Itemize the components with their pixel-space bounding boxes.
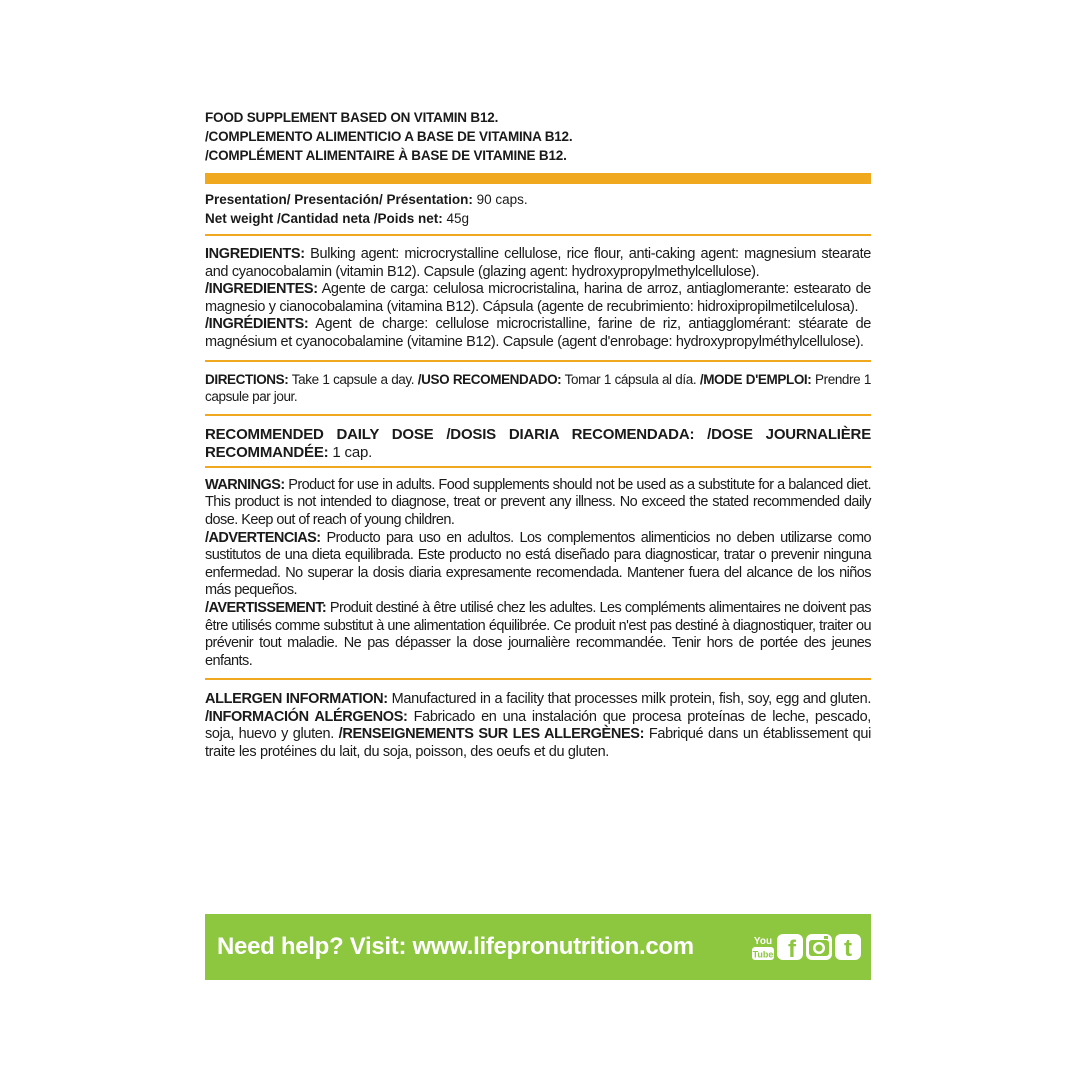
net-weight-value: 45g (442, 211, 470, 226)
allergen-en-label: ALLERGEN INFORMATION: (205, 691, 388, 708)
twitter-icon[interactable] (835, 934, 861, 960)
ingredients-en-text: Bulking agent: microcrystalline cellulose, rice flour, anti-caking agent: magnesium stearate and cyanocobalamin (vitamin B12). Capsule (glazing agent: hydroxypropylmethylcellulose). (205, 246, 871, 280)
directions-es-text: Tomar 1 cápsula al día. (561, 371, 700, 387)
product-label (205, 108, 871, 770)
allergen-section (205, 680, 871, 769)
presentation-label: Presentation/ Presentación/ Présentation: (205, 192, 473, 207)
allergen-fr-text: Fabriqué dans un établissement qui traite les protéines du lait, du soja, poisson, des oeufs et du gluten. (205, 726, 871, 761)
allergen-fr-label: /RENSEIGNEMENTS SUR LES ALLERGÈNES: (338, 726, 645, 743)
directions-en-text: Take 1 capsule a day. (288, 371, 418, 387)
daily-dose-section (205, 416, 871, 466)
ingredients-es-text: Agente de carga: celulosa microcristalina, harina de arroz, antiaglomerante: estearato de magnesio y cianocobalamina (vitamina B12). Cápsula (agente de recubrimiento: hidroxipropilmetilcelulosa). (205, 281, 871, 315)
directions-fr-text: Prendre 1 capsule par jour. (205, 371, 871, 405)
help-link[interactable]: Need help? Visit: www.lifepronutrition.com (217, 933, 694, 960)
warnings-fr-text: Produit destiné à être utilisé chez les adultes. Les compléments alimentaires ne doivent pas être utilisés comme substitut à une alimentation équilibrée. Ce produit n'est pas destiné à diagnostiquer, traiter ou prévenir tout maladie. Ne pas dépasser la dose journalière recommandée. Tenir hors de portée des jeunes enfants. (205, 599, 871, 669)
youtube-top-text: You (753, 936, 773, 947)
warnings-es-text: Producto para uso en adultos. Los complementos alimenticios no deben utilizarse como sustitutos de una dieta equilibrada. Este producto no está diseñado para diagnosticar, tratar o prevenir ninguna enfermedad. No superar la dosis diaria expresamente recomendada. Mantener fuera del alcance de los niños más pequeños. (205, 529, 871, 599)
net-weight-label: Net weight /Cantidad neta /Poids net: (205, 211, 443, 226)
ingredients-es-label: /INGREDIENTES: (205, 281, 318, 298)
daily-dose-label: RECOMMENDED DAILY DOSE /DOSIS DIARIA RECOMENDADA: /DOSE JOURNALIÈRE RECOMMANDÉE: (205, 425, 871, 461)
title-fr: /COMPLÉMENT ALIMENTAIRE À BASE DE VITAMINE B12. (205, 148, 567, 163)
presentation-section (205, 184, 871, 234)
warnings-es-label: /ADVERTENCIAS: (205, 529, 321, 546)
warnings-en-label: WARNINGS: (205, 476, 285, 493)
social-icons (752, 933, 861, 961)
help-footer (205, 914, 871, 980)
ingredients-fr-text: Agent de charge: cellulose microcristalline, farine de riz, antiagglomérant: stéarate de magnésium et cyanocobalamine (vitamine B12). Capsule (agent d'enrobage: hydroxypropylméthylcellulose). (205, 316, 871, 350)
youtube-bottom-text: Tube (752, 949, 774, 960)
warnings-section (205, 468, 871, 679)
facebook-glyph: f (788, 936, 796, 960)
directions-en-label: DIRECTIONS: (205, 371, 289, 387)
header-divider (205, 173, 871, 184)
title-en: FOOD SUPPLEMENT BASED ON VITAMIN B12. (205, 110, 499, 125)
facebook-icon[interactable] (777, 934, 803, 960)
directions-es-label: /USO RECOMENDADO: (417, 371, 562, 387)
ingredients-en-label: INGREDIENTS: (205, 246, 305, 262)
warnings-fr-label: /AVERTISSEMENT: (205, 599, 327, 616)
ingredients-section (205, 236, 871, 360)
title-es: /COMPLEMENTO ALIMENTICIO A BASE DE VITAMINA B12. (205, 129, 573, 144)
label-header (205, 108, 871, 165)
youtube-icon[interactable] (752, 933, 774, 961)
presentation-value: 90 caps. (472, 192, 528, 207)
allergen-es-label: /INFORMACIÓN ALÉRGENOS: (205, 708, 408, 725)
ingredients-fr-label: /INGRÉDIENTS: (205, 316, 309, 333)
allergen-es-text: Fabricado en una instalación que procesa proteínas de leche, pescado, soja, huevo y gluten. (205, 708, 871, 743)
allergen-en-text: Manufactured in a facility that processes milk protein, fish, soy, egg and gluten. (387, 691, 871, 708)
instagram-icon[interactable] (806, 934, 832, 960)
directions-section (205, 362, 871, 414)
directions-fr-label: /MODE D'EMPLOI: (699, 371, 812, 387)
twitter-glyph: t (844, 935, 852, 960)
daily-dose-value: 1 cap. (328, 443, 373, 461)
warnings-en-text: Product for use in adults. Food supplements should not be used as a substitute for a balanced diet. This product is not intended to diagnose, treat or prevent any illness. No exceed the stated recommended daily dose. Keep out of reach of young children. (205, 476, 871, 528)
